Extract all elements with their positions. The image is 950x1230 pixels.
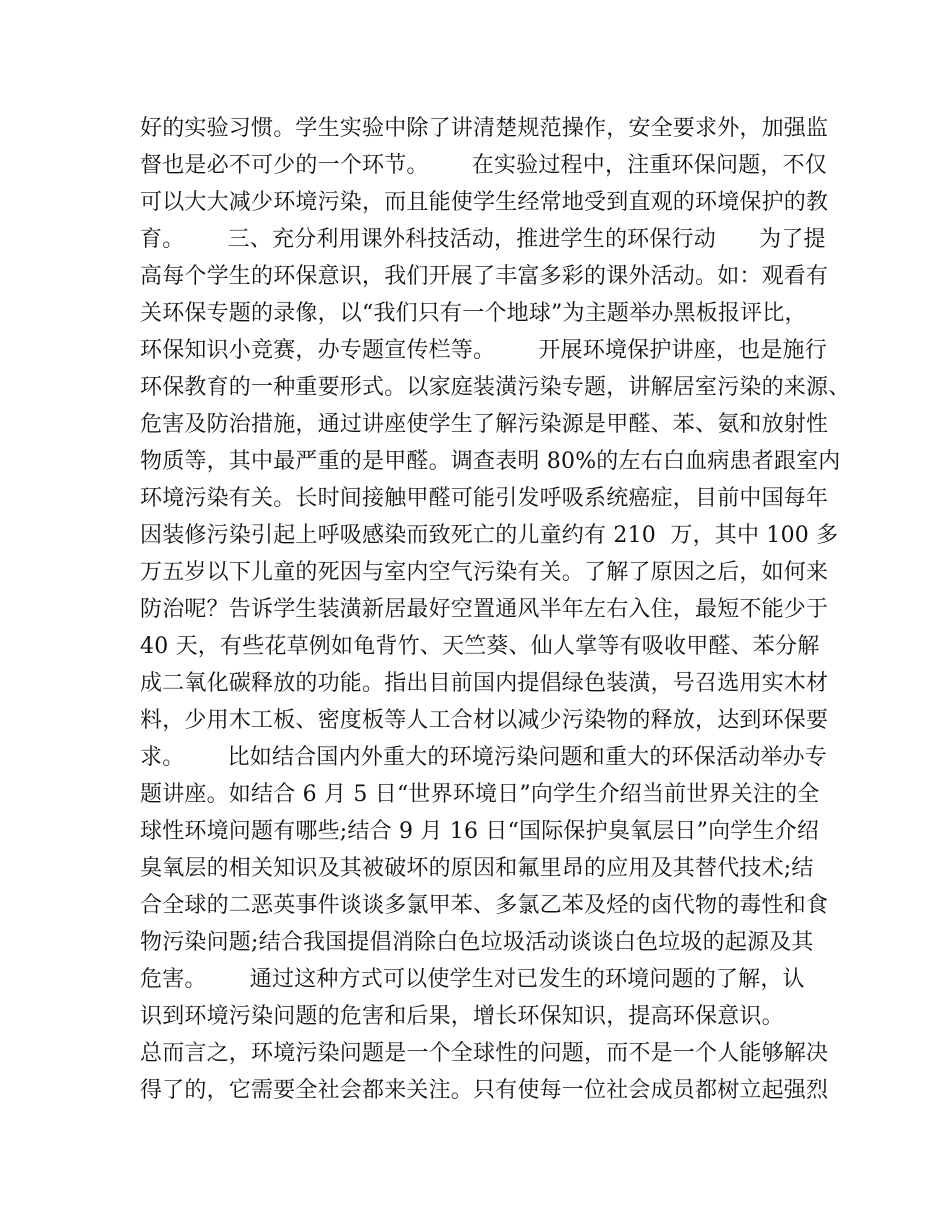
text-line: 40 天，有些花草例如龟背竹、天竺葵、仙人掌等有吸收甲醛、苯分解 bbox=[140, 634, 820, 659]
text-line: 总而言之，环境污染问题是一个全球性的问题，而不是一个人能够解决 bbox=[140, 1041, 829, 1066]
text-line: 物污染问题;结合我国提倡消除白色垃圾活动谈谈白色垃圾的起源及其 bbox=[140, 930, 814, 955]
text-line: 环保教育的一种重要形式。以家庭装潢污染专题，讲解居室污染的来源、 bbox=[140, 375, 851, 400]
text-line: 可以大大减少环境污染，而且能使学生经常地受到直观的环境保护的教 bbox=[140, 190, 829, 215]
text-line: 因装修污染引起上呼吸感染而致死亡的儿童约有 210 万，其中 100 多 bbox=[140, 523, 839, 548]
text-line: 料，少用木工板、密度板等人工合材以减少污染物的释放，达到环保要 bbox=[140, 708, 829, 733]
text-line: 好的实验习惯。学生实验中除了讲清楚规范操作，安全要求外，加强监 bbox=[140, 116, 829, 141]
text-line: 万五岁以下儿童的死因与室内空气污染有关。了解了原因之后，如何来 bbox=[140, 560, 829, 585]
text-line: 环保知识小竞赛，办专题宣传栏等。 开展环境保护讲座，也是施行 bbox=[140, 338, 827, 363]
text-line: 督也是必不可少的一个环节。 在实验过程中，注重环保问题，不仅 bbox=[140, 153, 827, 178]
text-line: 得了的，它需要全社会都来关注。只有使每一位社会成员都树立起强烈 bbox=[140, 1078, 829, 1103]
text-line: 合全球的二恶英事件谈谈多氯甲苯、多氯乙苯及烃的卤代物的毒性和食 bbox=[140, 893, 829, 918]
document-body bbox=[140, 110, 851, 1109]
text-line: 危害及防治措施，通过讲座使学生了解污染源是甲醛、苯、氨和放射性 bbox=[140, 412, 829, 437]
text-line: 球性环境问题有哪些;结合 9 月 16 日“国际保护臭氧层日”向学生介绍 bbox=[140, 819, 820, 844]
text-line: 求。 比如结合国内外重大的环境污染问题和重大的环保活动举办专 bbox=[140, 745, 827, 770]
text-line: 题讲座。如结合 6 月 5 日“世界环境日”向学生介绍当前世界关注的全 bbox=[140, 782, 820, 807]
text-line: 成二氧化碳释放的功能。指出目前国内提倡绿色装潢，号召选用实木材 bbox=[140, 671, 829, 696]
text-line: 环境污染有关。长时间接触甲醛可能引发呼吸系统癌症，目前中国每年 bbox=[140, 486, 829, 511]
text-line: 臭氧层的相关知识及其被破坏的原因和氟里昂的应用及其替代技术;结 bbox=[140, 856, 814, 881]
text-line: 识到环境污染问题的危害和后果，增长环保知识，提高环保意识。 bbox=[140, 1004, 784, 1029]
text-line: 危害。 通过这种方式可以使学生对已发生的环境问题的了解，认 bbox=[140, 967, 805, 992]
text-line: 防治呢？告诉学生装潢新居最好空置通风半年左右入住，最短不能少于 bbox=[140, 597, 829, 622]
text-line: 育。 三、充分利用课外科技活动，推进学生的环保行动 为了提 bbox=[140, 227, 826, 252]
text-line: 物质等，其中最严重的是甲醛。调查表明 80%的左右白血病患者跟室内 bbox=[140, 449, 841, 474]
text-line: 高每个学生的环保意识，我们开展了丰富多彩的课外活动。如：观看有 bbox=[140, 264, 829, 289]
text-line: 关环保专题的录像，以“我们只有一个地球”为主题举办黑板报评比， bbox=[140, 301, 807, 326]
